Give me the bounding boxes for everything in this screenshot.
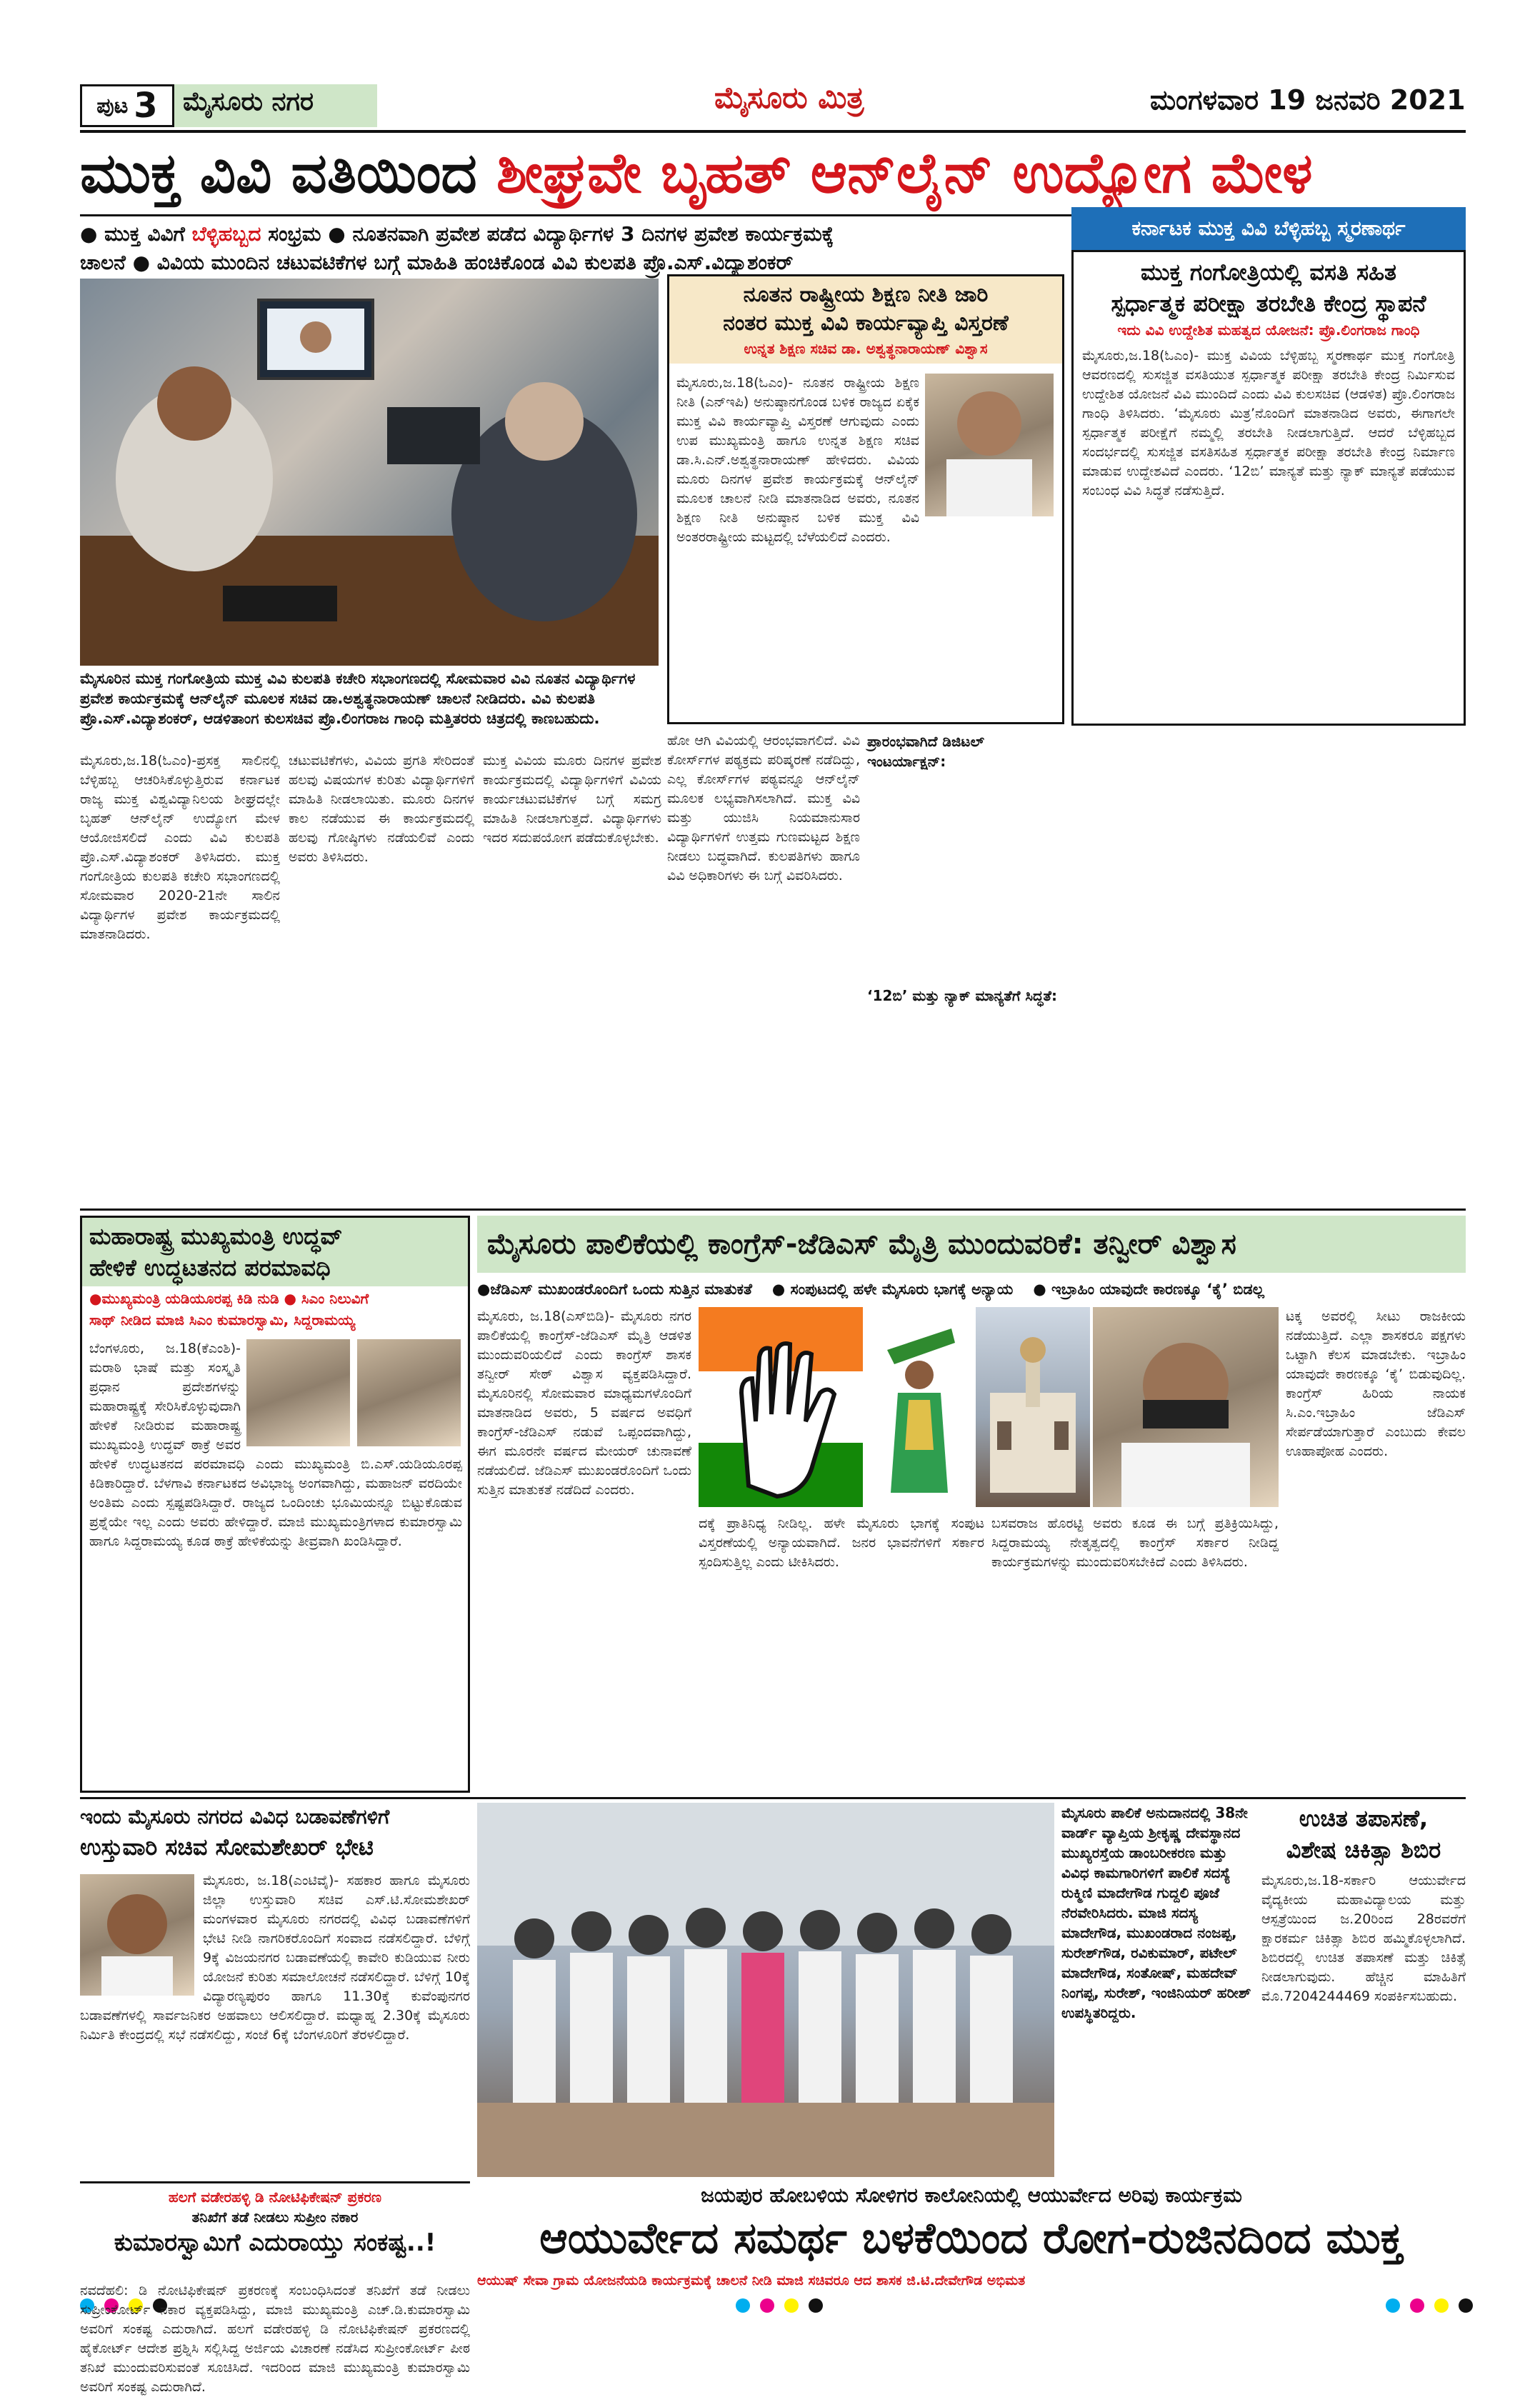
lead-body-col-2: ಚಟುವಟಿಕೆಗಳು, ವಿವಿಯ ಪ್ರಗತಿ ಸೇರಿದಂತೆ ಹಲವು ವಿಷಯಗಳ ಕುರಿತು ವಿದ್ಯಾರ್ಥಿಗಳಿಗೆ ಮಾಹಿತಿ ನೀಡಲಾಯಿತು. ಮೂರು ದಿನಗಳ ಕಾಲ ನಡೆಯುವ ಈ ಕಾರ್ಯಕ್ರಮದಲ್ಲಿ ಹಲವು ಗೋಷ್ಠಿಗಳು ನಡೆಯಲಿವೆ ಎಂದು ಅವರು ತಿಳಿಸಿದರು. bbox=[289, 753, 474, 865]
lead-headline-red: ಶೀಘ್ರವೇ ಬೃಹತ್ ಆನ್‌ಲೈನ್ ಉದ್ಯೋಗ ಮೇಳ bbox=[496, 141, 1313, 206]
lead-kicker-1: ● ಮುಕ್ತ ವಿವಿಗೆ bbox=[80, 222, 185, 246]
right-body: ಮೈಸೂರು,ಜ.18(ಓಎಂ)- ಮುಕ್ತ ವಿವಿಯ ಬೆಳ್ಳಿಹಬ್ಬ ಸ್ಮರಣಾರ್ಥ ಮುಕ್ತ ಗಂಗೋತ್ರಿ ಆವರಣದಲ್ಲಿ ಸುಸಜ್ಜಿತ ವಸತಿಯುತ ಸ್ಪರ್ಧಾತ್ಮಕ ಪರೀಕ್ಷಾ ತರಬೇತಿ ಕೇಂದ್ರ ನಿರ್ಮಿಸುವ ಉದ್ದೇಶಿತ ಯೋಜನೆ ವಿವಿ ಮುಂದಿದೆ ಎಂದು ವಿವಿ ಕುಲಸಚಿವ (ಆಡಳಿತ) ಪ್ರೊ.ಲಿಂಗರಾಜ ಗಾಂಧಿ ತಿಳಿಸಿದರು. ‘ಮೈಸೂರು ಮಿತ್ರ’ನೊಂದಿಗೆ ಮಾತನಾಡಿದ ಅವರು, ಈಗಾಗಲೇ ಸ್ಪರ್ಧಾತ್ಮಕ ಪರೀಕ್ಷೆಗೆ ನಮ್ಮಲ್ಲಿ ತರಬೇತಿ ನೀಡಲಾಗುತ್ತಿದೆ. ಆದರೆ ಬೆಳ್ಳಿಹಬ್ಬದ ಸಂದರ್ಭದಲ್ಲಿ ಸುಸಜ್ಜಿತ ವಸತಿಸಹಿತ ಸ್ಪರ್ಧಾತ್ಮಕ ಪರೀಕ್ಷಾ ತರಬೇತಿ ಕೇಂದ್ರ ನಿರ್ಮಾಣ ಮಾಡುವ ಉದ್ದೇಶವಿದೆ ಎಂದರು. ‘12ಬಿ’ ಮಾನ್ಯತೆ ಮತ್ತು ನ್ಯಾಕ್ ಮಾನ್ಯತೆ ಪಡೆಯುವ ಸಂಬಂಧ ವಿವಿ ಸಿದ್ಧತೆ ನಡೆಸುತ್ತಿದೆ. bbox=[1082, 348, 1455, 499]
hdk-kicker: ಹಲಗೆ ವಡೇರಹಳ್ಳಿ ಡಿ ನೋಟಿಫಿಕೇಷನ್ ಪ್ರಕರಣ bbox=[168, 2188, 382, 2206]
palike-body-col-3: ಬಸವರಾಜ ಹೊರಟ್ಟಿ ಅವರು ಕೂಡ ಈ ಬಗ್ಗೆ ಪ್ರತಿಕ್ರಿಯಿಸಿದ್ದು, ಸಿದ್ದರಾಮಯ್ಯ ನೇತೃತ್ವದಲ್ಲಿ ಕಾಂಗ್ರೆಸ್ ಸರ್ಕಾರ ನೀಡಿದ್ದ ಕಾರ್ಯಕ್ರಮಗಳನ್ನು ಮುಂದುವರಿಸಬೇಕಿದೆ ಎಂದು ತಿಳಿಸಿದರು. bbox=[991, 1516, 1279, 1570]
lead-kicker-1-rest: ಸಂಭ್ರಮ ● ನೂತನವಾಗಿ ಪ್ರವೇಶ ಪಡೆದ ವಿದ್ಯಾರ್ಥಿಗಳ 3 ದಿನಗಳ ಪ್ರವೇಶ ಕಾರ್ಯಕ್ರಮಕ್ಕೆ bbox=[268, 222, 834, 246]
tanveer-portrait bbox=[1093, 1307, 1279, 1507]
jds-lady-symbol bbox=[866, 1307, 973, 1507]
palike-body-col-2: ದಕ್ಕೆ ಪ್ರಾತಿನಿಧ್ಯ ನೀಡಿಲ್ಲ. ಹಳೇ ಮೈಸೂರು ಭಾಗಕ್ಕೆ ಸಂಪುಟ ವಿಸ್ತರಣೆಯಲ್ಲಿ ಅನ್ಯಾಯವಾಗಿದೆ. ಜನರ ಭಾವನೆಗಳಿಗೆ ಸರ್ಕಾರ ಸ್ಪಂದಿಸುತ್ತಿಲ್ಲ ಎಂದು ಟೀಕಿಸಿದರು. bbox=[699, 1516, 984, 1570]
lead-kicker-1-red: ಬೆಳ್ಳಿಹಬ್ಬದ bbox=[191, 222, 261, 246]
issue-date: ಮಂಗಳವಾರ 19 ಜನವರಿ 2021 bbox=[1150, 84, 1466, 116]
masthead-logo: ಮೈಸೂರು ಮಿತ್ರ bbox=[714, 80, 864, 115]
lead-body-col-3: ಮುಕ್ತ ವಿವಿಯ ಮೂರು ದಿನಗಳ ಪ್ರವೇಶ ಕಾರ್ಯಕ್ರಮದಲ್ಲಿ ವಿದ್ಯಾರ್ಥಿಗಳಿಗೆ ವಿವಿಯ ಕಾರ್ಯಚಟುವಟಿಕೆಗಳ ಬಗ್ಗೆ ಸಮಗ್ರ ಮಾಹಿತಿ ನೀಡಲಾಗುತ್ತದೆ. ವಿದ್ಯಾರ್ಥಿಗಳು ಇದರ ಸದುಪಯೋಗ ಪಡೆದುಕೊಳ್ಳಬೇಕು. bbox=[483, 753, 661, 846]
uddhav-title-2: ಹೇಳಿಕೆ ಉದ್ಧಟತನದ ಪರಮಾವಧಿ bbox=[89, 1254, 331, 1281]
palike-kicker-2: ● ಸಂಪುಟದಲ್ಲಿ ಹಳೇ ಮೈಸೂರು ಭಾಗಕ್ಕೆ ಅನ್ಯಾಯ bbox=[771, 1281, 1014, 1298]
lead-photo bbox=[80, 279, 659, 666]
registration-marks-right bbox=[1386, 2298, 1473, 2313]
page-number: 3 bbox=[134, 86, 158, 126]
nep-title-1: ನೂತನ ರಾಷ್ಟ್ರೀಯ ಶಿಕ್ಷಣ ನೀತಿ ಜಾರಿ bbox=[743, 282, 989, 307]
palike-kickers bbox=[477, 1276, 1466, 1303]
lead-headline bbox=[80, 134, 1466, 213]
minister-story bbox=[80, 1803, 470, 2174]
palike-headline: ಮೈಸೂರು ಪಾಲಿಕೆಯಲ್ಲಿ ಕಾಂಗ್ರೆಸ್-ಜೆಡಿಎಸ್ ಮೈತ್ರಿ ಮುಂದುವರಿಕೆ: ತನ್ವೀರ್ ವಿಶ್ವಾಸ bbox=[487, 1228, 1236, 1261]
hdk-kicker-2: ತನಿಖೆಗೆ ತಡೆ ನೀಡಲು ಸುಪ್ರೀಂ ನಕಾರ bbox=[191, 2208, 359, 2226]
palike-kicker-1: ●ಜೆಡಿಎಸ್ ಮುಖಂಡರೊಂದಿಗೆ ಒಂದು ಸುತ್ತಿನ ಮಾತುಕತೆ bbox=[477, 1281, 752, 1298]
yellow-dot bbox=[784, 2298, 799, 2313]
uddhav-body-text: ಬೆಂಗಳೂರು, ಜ.18(ಕೆಎಂಶಿ)- ಮರಾಠಿ ಭಾಷೆ ಮತ್ತು ಸಂಸ್ಕೃತಿ ಪ್ರಧಾನ ಪ್ರದೇಶಗಳನ್ನು ಮಹಾರಾಷ್ಟ್ರಕ್ಕೆ ಸೇರಿಸಿಕೊಳ್ಳುವುದಾಗಿ ಹೇಳಿಕೆ ನೀಡಿರುವ ಮಹಾರಾಷ್ಟ್ರ ಮುಖ್ಯಮಂತ್ರಿ ಉದ್ಧವ್ ಠಾಕ್ರೆ ಅವರ ಹೇಳಿಕೆ ಉದ್ಧಟತನದ ಪರಮಾವಧಿ ಎಂದು ಮುಖ್ಯಮಂತ್ರಿ ಬಿ.ಎಸ್.ಯಡಿಯೂರಪ್ಪ ಕಿಡಿಕಾರಿದ್ದಾರೆ. ಬೆಳಗಾವಿ ಕರ್ನಾಟಕದ ಅವಿಭಾಜ್ಯ ಅಂಗವಾಗಿದ್ದು, ಮಹಾಜನ್ ವರದಿಯೇ ಅಂತಿಮ ಎಂದು ಸ್ಪಷ್ಟಪಡಿಸಿದ್ದಾರೆ. ರಾಜ್ಯದ ಒಂದಿಂಚು ಭೂಮಿಯನ್ನೂ ಬಿಟ್ಟುಕೊಡುವ ಪ್ರಶ್ನೆಯೇ ಇಲ್ಲ ಎಂದು ಅವರು ಹೇಳಿದ್ದಾರೆ. ಮಾಜಿ ಮುಖ್ಯಮಂತ್ರಿಗಳಾದ ಕುಮಾರಸ್ವಾಮಿ ಹಾಗೂ ಸಿದ್ದರಾಮಯ್ಯ ಕೂಡ ಠಾಕ್ರೆ ಹೇಳಿಕೆಯನ್ನು ತೀವ್ರವಾಗಿ ಖಂಡಿಸಿದ್ದಾರೆ. bbox=[89, 1341, 462, 1549]
section-title: ಮೈಸೂರು ನಗರ bbox=[183, 87, 314, 116]
palike-body-col-1: ಮೈಸೂರು, ಜ.18(ಎಸ್‌ಬಿಡಿ)- ಮೈಸೂರು ನಗರ ಪಾಲಿಕೆಯಲ್ಲಿ ಕಾಂಗ್ರೆಸ್-ಜೆಡಿಎಸ್ ಮೈತ್ರಿ ಆಡಳಿತ ಮುಂದುವರಿಯಲಿದೆ ಎಂದು ಕಾಂಗ್ರೆಸ್ ಶಾಸಕ ತನ್ವೀರ್ ಸೇಠ್ ವಿಶ್ವಾಸ ವ್ಯಕ್ತಪಡಿಸಿದ್ದಾರೆ. ಮೈಸೂರಿನಲ್ಲಿ ಸೋಮವಾರ ಮಾಧ್ಯಮಗಳೊಂದಿಗೆ ಮಾತನಾಡಿದ ಅವರು, 5 ವರ್ಷದ ಅವಧಿಗೆ ಕಾಂಗ್ರೆಸ್-ಜೆಡಿಎಸ್ ನಡುವೆ ಒಪ್ಪಂದವಾಗಿದ್ದು, ಈಗ ಮೂರನೇ ವರ್ಷದ ಮೇಯರ್ ಚುನಾವಣೆ ನಡೆಯಲಿದೆ. ಜೆಡಿಎಸ್ ಮುಖಂಡರೊಂದಿಗೆ ಒಂದು ಸುತ್ತಿನ ಮಾತುಕತೆ ನಡೆದಿದೆ ಎಂದರು. bbox=[477, 1308, 691, 1498]
cyan-dot bbox=[736, 2298, 750, 2313]
hdk-story bbox=[80, 2187, 470, 2280]
portrait-illustration-2 bbox=[1093, 1307, 1279, 1507]
camp-title-2: ವಿಶೇಷ ಚಿಕಿತ್ಸಾ ಶಿಬಿರ bbox=[1286, 1836, 1441, 1863]
hdk-title: ಕುಮಾರಸ್ವಾಮಿಗೆ ಎದುರಾಯ್ತು ಸಂಕಷ್ಟ..! bbox=[114, 2228, 436, 2257]
congress-hand-icon bbox=[699, 1307, 863, 1507]
lower-lead-sub2: ‘12ಬಿ’ ಮತ್ತು ನ್ಯಾಕ್ ಮಾನ್ಯತೆಗೆ ಸಿದ್ಧತೆ: bbox=[867, 987, 1057, 1004]
lower-lead-sub1: ಪ್ರಾರಂಭವಾಗಿದೆ ಡಿಜಿಟಲ್ ಇಂಟರ್ಯಾಕ್ಷನ್: bbox=[867, 733, 984, 770]
farmer-woman-illustration bbox=[866, 1307, 973, 1507]
lead-body-col-1: ಮೈಸೂರು,ಜ.18(ಓಎಂ)-ಪ್ರಸಕ್ತ ಸಾಲಿನಲ್ಲಿ ಬೆಳ್ಳಿಹಬ್ಬ ಆಚರಿಸಿಕೊಳ್ಳುತ್ತಿರುವ ಕರ್ನಾಟಕ ರಾಜ್ಯ ಮುಕ್ತ ವಿಶ್ವವಿದ್ಯಾನಿಲಯ ಶೀಘ್ರದಲ್ಲೇ ಬೃಹತ್ ಆನ್‌ಲೈನ್ ಉದ್ಯೋಗ ಮೇಳ ಆಯೋಜಿಸಲಿದೆ ಎಂದು ವಿವಿ ಕುಲಪತಿ ಪ್ರೊ.ಎಸ್.ವಿದ್ಯಾಶಂಕರ್ ತಿಳಿಸಿದರು. ಮುಕ್ತ ಗಂಗೋತ್ರಿಯ ಕುಲಪತಿ ಕಚೇರಿ ಸಭಾಂಗಣದಲ್ಲಿ ಸೋಮವಾರ 2020-21ನೇ ಸಾಲಿನ ವಿದ್ಯಾರ್ಥಿಗಳ ಪ್ರವೇಶ ಕಾರ್ಯಕ್ರಮದಲ್ಲಿ ಮಾತನಾಡಿದರು. bbox=[80, 753, 280, 942]
lower-lead-col bbox=[867, 731, 1060, 1203]
black-dot bbox=[1459, 2298, 1473, 2313]
palace-photo bbox=[976, 1307, 1090, 1507]
uddhav-kicker-2: ಸಾಥ್ ನೀಡಿದ ಮಾಜಿ ಸಿಎಂ ಕುಮಾರಸ್ವಾಮಿ, ಸಿದ್ದರಾಮಯ್ಯ bbox=[89, 1311, 356, 1328]
minister-body bbox=[80, 1871, 470, 2171]
uddhav-kicker bbox=[82, 1286, 468, 1332]
registration-marks-center bbox=[736, 2298, 823, 2313]
camp-story bbox=[1261, 1803, 1466, 2177]
right-story-bar: ಕರ್ನಾಟಕ ಮುಕ್ತ ವಿವಿ ಬೆಳ್ಳಿಹಬ್ಬ ಸ್ಮರಣಾರ್ಥ bbox=[1071, 207, 1466, 250]
nep-title-2: ನಂತರ ಮುಕ್ತ ವಿವಿ ಕಾರ್ಯವ್ಯಾಪ್ತಿ ವಿಸ್ತರಣೆ bbox=[723, 311, 1009, 336]
group-scene-illustration bbox=[477, 1803, 1054, 2177]
palike-kicker-3: ● ಇಬ್ರಾಹಿಂ ಯಾವುದೇ ಕಾರಣಕ್ಕೂ ‘ಕೈ’ ಬಿಡಲ್ಲ bbox=[1033, 1281, 1264, 1298]
right-title-1: ಮುಕ್ತ ಗಂಗೋತ್ರಿಯಲ್ಲಿ ವಸತಿ ಸಹಿತ bbox=[1140, 259, 1397, 286]
meeting-scene-illustration bbox=[80, 279, 659, 666]
minister-portrait bbox=[925, 374, 1054, 516]
ayurveda-headline: ಆಯುರ್ವೇದ ಸಮರ್ಥ ಬಳಕೆಯಿಂದ ರೋಗ-ರುಜಿನದಿಂದ ಮುಕ್ತ bbox=[539, 2213, 1404, 2263]
minister-body-text: ಮೈಸೂರು, ಜ.18(ಎಂಟಿವೈ)- ಸಹಕಾರ ಹಾಗೂ ಮೈಸೂರು ಜಿಲ್ಲಾ ಉಸ್ತುವಾರಿ ಸಚಿವ ಎಸ್.ಟಿ.ಸೋಮಶೇಖರ್ ಮಂಗಳವಾರ ಮೈಸೂರು ನಗರದಲ್ಲಿ ವಿವಿಧ ಬಡಾವಣೆಗಳಿಗೆ ಭೇಟಿ ನೀಡಿ ನಾಗರಿಕರೊಂದಿಗೆ ಸಂವಾದ ನಡೆಸಲಿದ್ದಾರೆ. ಬೆಳಿಗ್ಗೆ 9ಕ್ಕೆ ವಿಜಯನಗರ ಬಡಾವಣೆಯಲ್ಲಿ ಕಾವೇರಿ ಕುಡಿಯುವ ನೀರು ಯೋಜನೆ ಕುರಿತು ಸಮಾಲೋಚನೆ ನಡೆಸಲಿದ್ದಾರೆ. ಬೆಳಿಗ್ಗೆ 10ಕ್ಕೆ ವಿದ್ಯಾರಣ್ಯಪುರಂ ಹಾಗೂ 11.30ಕ್ಕೆ ಕುವೆಂಪುನಗರ ಬಡಾವಣೆಗಳಲ್ಲಿ ಸಾರ್ವಜನಿಕರ ಅಹವಾಲು ಆಲಿಸಲಿದ್ದಾರೆ. ಮಧ್ಯಾಹ್ನ 2.30ಕ್ಕೆ ಮೈಸೂರು ನಿರ್ಮಿತಿ ಕೇಂದ್ರದಲ್ಲಿ ಸಭೆ ನಡೆಸಲಿದ್ದು, ಸಂಜೆ 6ಕ್ಕೆ ಬೆಂಗಳೂರಿಗೆ ತೆರಳಲಿದ್ದಾರೆ. bbox=[80, 1873, 470, 2043]
black-dot bbox=[809, 2298, 823, 2313]
cyan-dot bbox=[1386, 2298, 1400, 2313]
right-story-box bbox=[1071, 250, 1466, 726]
hand-symbol-illustration bbox=[699, 1307, 863, 1507]
right-story-continued bbox=[1071, 731, 1466, 1203]
page-number-box bbox=[80, 84, 174, 127]
palace-illustration bbox=[976, 1307, 1090, 1507]
ward-works-photo bbox=[477, 1803, 1054, 2177]
ayurveda-kicker: ಜಯಪುರ ಹೋಬಳಿಯ ಸೋಳಿಗರ ಕಾಲೋನಿಯಲ್ಲಿ ಆಯುರ್ವೇದ ಅರಿವು ಕಾರ್ಯಕ್ರಮ bbox=[701, 2183, 1242, 2207]
nep-story-box bbox=[667, 274, 1064, 724]
minister-title-2: ಉಸ್ತುವಾರಿ ಸಚಿವ ಸೋಮಶೇಖರ್ ಭೇಟಿ bbox=[80, 1833, 374, 1861]
ayurveda-sub: ಆಯುಷ್ ಸೇವಾ ಗ್ರಾಮ ಯೋಜನೆಯಡಿ ಕಾರ್ಯಕ್ರಮಕ್ಕೆ ಚಾಲನೆ ನೀಡಿ ಮಾಜಿ ಸಚಿವರೂ ಆದ ಶಾಸಕ ಜಿ.ಟಿ.ದೇವೇಗೌಡ ಅಭಿಮತ bbox=[477, 2273, 1026, 2288]
magenta-dot bbox=[760, 2298, 774, 2313]
lead-photo-caption: ಮೈಸೂರಿನ ಮುಕ್ತ ಗಂಗೋತ್ರಿಯ ಮುಕ್ತ ವಿವಿ ಕುಲಪತಿ ಕಚೇರಿ ಸಭಾಂಗಣದಲ್ಲಿ ಸೋಮವಾರ ವಿವಿ ನೂತನ ವಿದ್ಯಾರ್ಥಿಗಳ ಪ್ರವೇಶ ಕಾರ್ಯಕ್ರಮಕ್ಕೆ ಆನ್‌ಲೈನ್ ಮೂಲಕ ಸಚಿವ ಡಾ.ಅಶ್ವತ್ಥನಾರಾಯಣ್ ಚಾಲನೆ ನೀಡಿದರು. ವಿವಿ ಕುಲಪತಿ ಪ್ರೊ.ಎಸ್.ವಿದ್ಯಾಶಂಕರ್, ಆಡಳಿತಾಂಗ ಕುಲಸಚಿವ ಪ್ರೊ.ಲಿಂಗರಾಜ ಗಾಂಧಿ ಮತ್ತಿತರರು ಚಿತ್ರದಲ್ಲಿ ಕಾಣಬಹುದು. bbox=[80, 670, 636, 727]
palike-body-col-4: ಟಕ್ಕ ಅವರಲ್ಲಿ ಸೀಟು ರಾಜಕೀಯ ನಡೆಯುತ್ತಿದೆ. ಎಲ್ಲಾ ಶಾಸಕರೂ ಪಕ್ಷಗಳು ಒಟ್ಟಾಗಿ ಕೆಲಸ ಮಾಡಬೇಕು. ಇಬ್ರಾಹಿಂ ಯಾವುದೇ ಕಾರಣಕ್ಕೂ ‘ಕೈ’ ಬಿಡುವುದಿಲ್ಲ. ಕಾಂಗ್ರೆಸ್ ಹಿರಿಯ ನಾಯಕ ಸಿ.ಎಂ.ಇಬ್ರಾಹಿಂ ಜೆಡಿಎಸ್ ಸೇರ್ಪಡೆಯಾಗುತ್ತಾರೆ ಎಂಬುದು ಕೇವಲ ಊಹಾಪೋಹ ಎಂದರು. bbox=[1286, 1308, 1466, 1459]
right-byline: ಇದು ವಿವಿ ಉದ್ದೇಶಿತ ಮಹತ್ವದ ಯೋಜನೆ: ಪ್ರೊ.ಲಿಂಗರಾಜ ಗಾಂಧಿ bbox=[1117, 321, 1420, 339]
camp-title-1: ಉಚಿತ ತಪಾಸಣೆ, bbox=[1299, 1805, 1429, 1832]
uddhav-kicker-1: ●ಮುಖ್ಯಮಂತ್ರಿ ಯಡಿಯೂರಪ್ಪ ಕಿಡಿ ನುಡಿ ● ಸಿಎಂ ನಿಲುವಿಗೆ bbox=[89, 1290, 369, 1307]
hdk-body: ನವದೆಹಲಿ: ಡಿ ನೋಟಿಫಿಕೇಷನ್ ಪ್ರಕರಣಕ್ಕೆ ಸಂಬಂಧಿಸಿದಂತೆ ತನಿಖೆಗೆ ತಡೆ ನೀಡಲು ಸುಪ್ರೀಂಕೋರ್ಟ್ ನಕಾರ ವ್ಯಕ್ತಪಡಿಸಿದ್ದು, ಮಾಜಿ ಮುಖ್ಯಮಂತ್ರಿ ಎಚ್.ಡಿ.ಕುಮಾರಸ್ವಾಮಿ ಅವರಿಗೆ ಸಂಕಷ್ಟ ಎದುರಾಗಿದೆ. ಹಲಗೆ ವಡೇರಹಳ್ಳಿ ಡಿ ನೋಟಿಫಿಕೇಷನ್ ಪ್ರಕರಣದಲ್ಲಿ ಹೈಕೋರ್ಟ್ ಆದೇಶ ಪ್ರಶ್ನಿಸಿ ಸಲ್ಲಿಸಿದ್ದ ಅರ್ಜಿಯ ವಿಚಾರಣೆ ನಡೆಸಿದ ಸುಪ್ರೀಂಕೋರ್ಟ್ ಪೀಠ ತನಿಖೆ ಮುಂದುವರಿಸುವಂತೆ ಸೂಚಿಸಿದೆ. ಇದರಿಂದ ಮಾಜಿ ಮುಖ್ಯಮಂತ್ರಿ ಕುಮಾರಸ್ವಾಮಿ ಅವರಿಗೆ ಸಂಕಷ್ಟ ಎದುರಾಗಿದೆ. bbox=[80, 2283, 470, 2395]
header-rule bbox=[80, 130, 1466, 133]
uddhav-title-1: ಮಹಾರಾಷ್ಟ್ರ ಮುಖ್ಯಮಂತ್ರಿ ಉದ್ಧವ್ bbox=[89, 1223, 343, 1250]
rule-left bbox=[80, 2181, 470, 2183]
nep-body: ಮೈಸೂರು,ಜ.18(ಓಎಂ)- ನೂತನ ರಾಷ್ಟ್ರೀಯ ಶಿಕ್ಷಣ ನೀತಿ (ಎನ್‌ಇಪಿ) ಅನುಷ್ಠಾನಗೊಂಡ ಬಳಿಕ ರಾಜ್ಯದ ಏಕೈಕ ಮುಕ್ತ ವಿವಿ ಕಾರ್ಯವ್ಯಾಪ್ತಿ ವಿಸ್ತರಣೆ ಆಗುವುದು ಎಂದು ಉಪ ಮುಖ್ಯಮಂತ್ರಿ ಹಾಗೂ ಉನ್ನತ ಶಿಕ್ಷಣ ಸಚಿವ ಡಾ.ಸಿ.ಎನ್.ಅಶ್ವತ್ಥನಾರಾಯಣ್ ಹೇಳಿದರು. ವಿವಿಯ ಮೂರು ದಿನಗಳ ಪ್ರವೇಶ ಕಾರ್ಯಕ್ರಮಕ್ಕೆ ಆನ್‌ಲೈನ್ ಮೂಲಕ ಚಾಲನೆ ನೀಡಿ ಮಾತನಾಡಿದ ಅವರು, ನೂತನ ಶಿಕ್ಷಣ ನೀತಿ ಅನುಷ್ಠಾನ ಬಳಿಕ ಮುಕ್ತ ವಿವಿ ಅಂತರರಾಷ್ಟ್ರೀಯ ಮಟ್ಟದಲ್ಲಿ ಬೆಳೆಯಲಿದೆ ಎಂದರು. bbox=[676, 375, 919, 545]
lower-lead-body: ಹೋ ಆಗಿ ವಿವಿಯಲ್ಲಿ ಆರಂಭವಾಗಲಿದೆ. ವಿವಿ ಕೋರ್ಸ್‌ಗಳ ಪಠ್ಯಕ್ರಮ ಪರಿಷ್ಕರಣೆ ನಡೆದಿದ್ದು, ಎಲ್ಲ ಕೋರ್ಸ್‌ಗಳ ಪಠ್ಯವನ್ನೂ ಆನ್‌ಲೈನ್ ಮೂಲಕ ಲಭ್ಯವಾಗಿಸಲಾಗಿದೆ. ಮುಕ್ತ ವಿವಿ ಮತ್ತು ಯುಜಿಸಿ ನಿಯಮಾನುಸಾರ ವಿದ್ಯಾರ್ಥಿಗಳಿಗೆ ಉತ್ತಮ ಗುಣಮಟ್ಟದ ಶಿಕ್ಷಣ ನೀಡಲು ಬದ್ಧವಾಗಿದೆ. ಕುಲಪತಿಗಳು ಹಾಗೂ ವಿವಿ ಅಧಿಕಾರಿಗಳು ಈ ಬಗ್ಗೆ ವಿವರಿಸಿದರು. bbox=[667, 733, 860, 884]
mid-rule bbox=[80, 1208, 1466, 1211]
uddhav-body bbox=[89, 1339, 462, 1782]
minister-title-1: ಇಂದು ಮೈಸೂರು ನಗರದ ವಿವಿಧ ಬಡಾವಣೆಗಳಿಗೆ bbox=[80, 1805, 390, 1828]
page-label: ಪುಟ bbox=[96, 93, 129, 119]
right-title-2: ಸ್ಪರ್ಧಾತ್ಮಕ ಪರೀಕ್ಷಾ ತರಬೇತಿ ಕೇಂದ್ರ ಸ್ಥಾಪನೆ bbox=[1111, 290, 1426, 317]
magenta-dot bbox=[1410, 2298, 1424, 2313]
yellow-dot bbox=[1434, 2298, 1449, 2313]
lead-headline-black: ಮುಕ್ತ ವಿವಿ ವತಿಯಿಂದ bbox=[80, 141, 477, 206]
nep-byline: ಉನ್ನತ ಶಿಕ್ಷಣ ಸಚಿವ ಡಾ. ಅಶ್ವತ್ಥನಾರಾಯಣ್ ವಿಶ್ವಾಸ bbox=[744, 340, 988, 357]
portrait-illustration bbox=[925, 374, 1054, 516]
lead-kicker-2: ಚಾಲನೆ ● ವಿವಿಯ ಮುಂದಿನ ಚಟುವಟಿಕೆಗಳ ಬಗ್ಗೆ ಮಾಹಿತಿ ಹಂಚಿಕೊಂಡ ವಿವಿ ಕುಲಪತಿ ಪ್ರೊ.ಎಸ್.ವಿದ್ಯಾಶಂಕರ್ bbox=[80, 251, 794, 274]
palike-headline-band bbox=[477, 1216, 1466, 1273]
mid-rule-2 bbox=[80, 1797, 1466, 1799]
uddhav-story-box bbox=[80, 1216, 470, 1793]
camp-body: ಮೈಸೂರು,ಜ.18-ಸರ್ಕಾರಿ ಆಯುರ್ವೇದ ವೈದ್ಯಕೀಯ ಮಹಾವಿದ್ಯಾಲಯ ಮತ್ತು ಆಸ್ಪತ್ರೆಯಿಂದ ಜ.20ರಿಂದ 28ರವರೆಗೆ ಕ್ಷಾರಕರ್ಮ ಚಿಕಿತ್ಸಾ ಶಿಬಿರ ಹಮ್ಮಿಕೊಳ್ಳಲಾಗಿದೆ. ಶಿಬಿರದಲ್ಲಿ ಉಚಿತ ತಪಾಸಣೆ ಮತ್ತು ಚಿಕಿತ್ಸೆ ನೀಡಲಾಗುವುದು. ಹೆಚ್ಚಿನ ಮಾಹಿತಿಗೆ ಮೊ.7204244469 ಸಂಪರ್ಕಿಸಬಹುದು. bbox=[1261, 1873, 1466, 2004]
ward-works-caption: ಮೈಸೂರು ಪಾಲಿಕೆ ಅನುದಾನದಲ್ಲಿ 38ನೇ ವಾರ್ಡ್ ವ್ಯಾಪ್ತಿಯ ಶ್ರೀಕೃಷ್ಣ ದೇವಸ್ಥಾನದ ಮುಖ್ಯರಸ್ತೆಯ ಡಾಂಬರೀಕರಣ ಮತ್ತು ವಿವಿಧ ಕಾಮಗಾರಿಗಳಿಗೆ ಪಾಲಿಕೆ ಸದಸ್ಯೆ ರುಕ್ಮಿಣಿ ಮಾದೇಗೌಡ ಗುದ್ದಲಿ ಪೂಜೆ ನೆರವೇರಿಸಿದರು. ಮಾಜಿ ಸದಸ್ಯ ಮಾದೇಗೌಡ, ಮುಖಂಡರಾದ ನಂಜಪ್ಪ, ಸುರೇಶ್‌ಗೌಡ, ರವಿಕುಮಾರ್, ಪಟೇಲ್ ಮಾದೇಗೌಡ, ಸಂತೋಷ್, ಮಹದೇವ್ ನಿಂಗಪ್ಪ, ಸುರೇಶ್, ಇಂಜಿನಿಯರ್ ಹರೀಶ್ ಉಪಸ್ಥಿತರಿದ್ದರು. bbox=[1061, 1804, 1251, 2021]
lead-kicker bbox=[80, 220, 1051, 277]
